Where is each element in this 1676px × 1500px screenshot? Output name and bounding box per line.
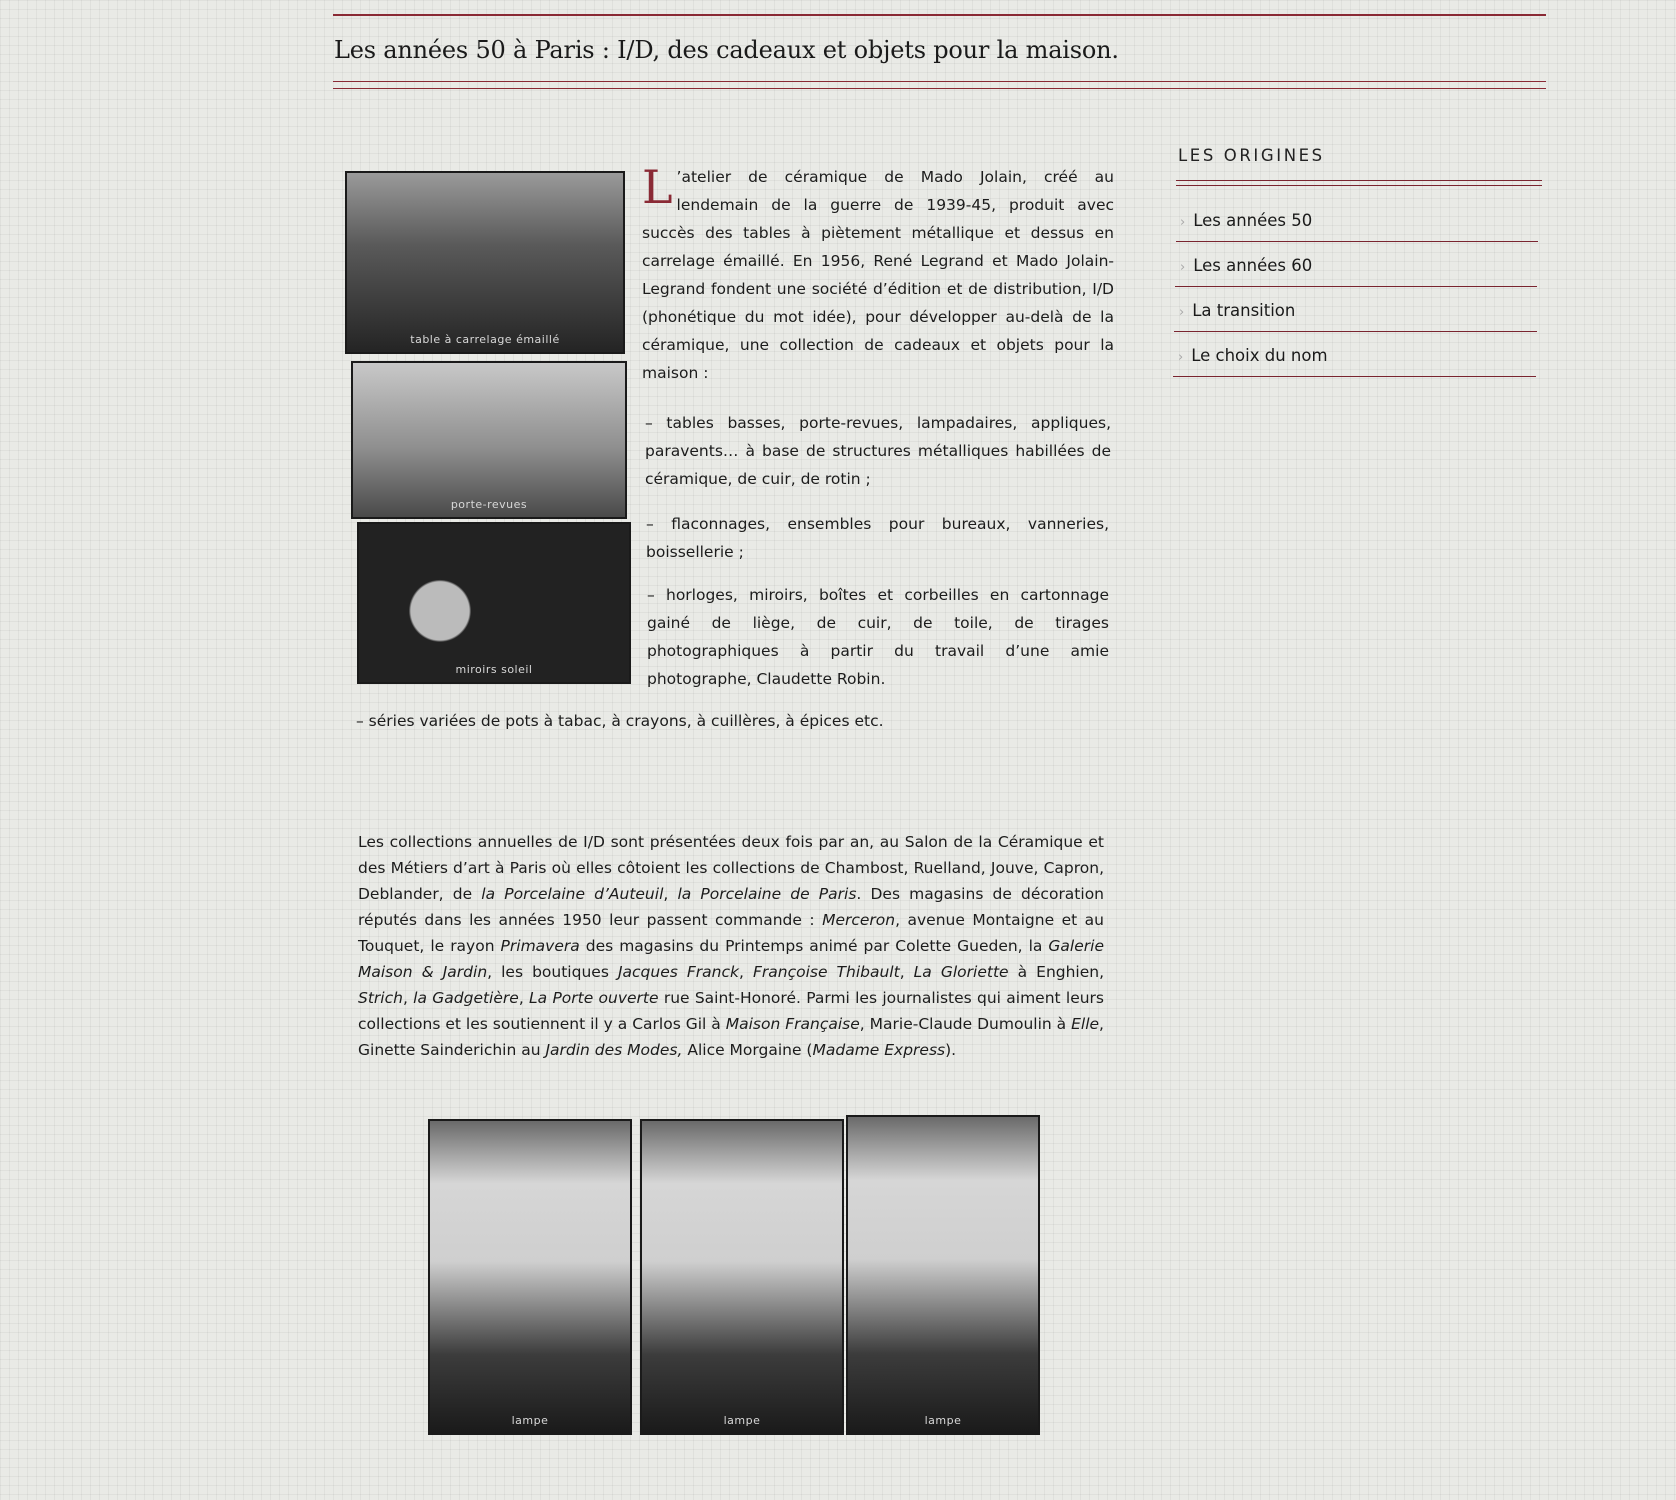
italic-reference: la Porcelaine de Paris — [677, 885, 857, 903]
sidebar-divider — [1176, 241, 1538, 242]
italic-reference: Jardin des Modes, — [545, 1041, 683, 1059]
photo-magazine-racks: porte-revues — [351, 361, 627, 519]
photo-lamp: lampe — [640, 1119, 844, 1435]
paragraph-text: Les collections annuelles de I/D sont présentées deux fois par an, au Salon de la Céramique et des Métiers d’art à Paris où elles côtoient les collections de Chambost, Ruelland, Jouve, Capron, Deblander, de — [358, 833, 1104, 903]
sidebar-title: LES ORIGINES — [1178, 146, 1325, 165]
paragraph-text: , — [738, 963, 753, 981]
list-item: – séries variées de pots à tabac, à crayons, à cuillères, à épices etc. — [356, 712, 884, 730]
italic-reference: Elle — [1071, 1015, 1100, 1033]
paragraph-text: , — [663, 885, 678, 903]
italic-reference: Françoise Thibault — [752, 963, 900, 981]
list-item: – flaconnages, ensembles pour bureaux, vanneries, boissellerie ; — [646, 515, 1109, 561]
italic-reference: la Porcelaine d’Auteuil — [481, 885, 664, 903]
sidebar-item-annees-60[interactable]: › Les années 60 — [1180, 256, 1313, 275]
paragraph-text: , — [899, 963, 914, 981]
italic-reference: Primavera — [500, 937, 580, 955]
chevron-right-icon: › — [1179, 305, 1185, 320]
article-intro: L ’atelier de céramique de Mado Jolain, créé au lendemain de la guerre de 1939-45, produit avec succès des tables à piètement métallique et dessus en carrelage émaillé. En 1956, René Legrand et Mado Jolain-Legrand fondent une société d’édition et de distribution, I/D (phonétique du mot idée), pour développer au-delà de la céramique, une collection de cadeaux et objets pour la maison : — [642, 160, 1114, 382]
italic-reference: Strich — [358, 989, 403, 1007]
paragraph-text: ). — [945, 1041, 957, 1059]
dropcap: L — [642, 160, 673, 214]
paragraph-text: Alice Morgaine ( — [682, 1041, 813, 1059]
photo-table: table à carrelage émaillé — [345, 171, 625, 354]
paragraph-text: à Enghien, — [1008, 963, 1105, 981]
sidebar-divider — [1175, 286, 1537, 287]
italic-reference: La Gloriette — [913, 963, 1009, 981]
title-rule — [333, 88, 1546, 89]
italic-reference: la Gadgetière — [413, 989, 519, 1007]
italic-reference: La Porte ouverte — [529, 989, 659, 1007]
italic-reference: Jacques Franck — [617, 963, 739, 981]
article-paragraph-2 — [358, 829, 1104, 1063]
sidebar-divider — [1174, 331, 1537, 332]
paragraph-text: des magasins du Printemps animé par Colette Gueden, la — [579, 937, 1049, 955]
paragraph-text: rue Saint-Honoré. Parmi les journalistes qui aiment leurs collections et les soutiennent il y a Carlos Gil à — [358, 989, 1104, 1033]
italic-reference: Galerie Maison & Jardin — [358, 937, 1104, 981]
paragraph-text: , avenue Montaigne et au Touquet, le rayon — [358, 911, 1104, 955]
list-item: – horloges, miroirs, boîtes et corbeilles en cartonnage gainé de liège, de cuir, de toile, de tirages photographiques à partir du travail d’une amie photographe, Claudette Robin. — [647, 586, 1109, 688]
photo-mirrors: miroirs soleil — [357, 522, 631, 684]
paragraph-text: , Marie-Claude Dumoulin à — [859, 1015, 1072, 1033]
paragraph-text: , — [518, 989, 530, 1007]
sidebar-rule — [1176, 180, 1542, 181]
sidebar-divider — [1173, 376, 1536, 377]
paragraph-text: , — [402, 989, 414, 1007]
chevron-right-icon: › — [1180, 260, 1186, 275]
italic-reference: Madame Express — [812, 1041, 946, 1059]
photo-lamp: lampe — [846, 1115, 1040, 1435]
title-rule — [333, 81, 1546, 82]
photo-lamp: lampe — [428, 1119, 632, 1435]
sidebar-item-transition[interactable]: › La transition — [1179, 301, 1296, 320]
paragraph-text: , les boutiques — [487, 963, 618, 981]
sidebar-item-choix-du-nom[interactable]: › Le choix du nom — [1178, 346, 1328, 365]
top-rule — [333, 14, 1546, 16]
sidebar-item-annees-50[interactable]: › Les années 50 — [1180, 211, 1313, 230]
page-title: Les années 50 à Paris : I/D, des cadeaux et objets pour la maison. — [334, 36, 1119, 64]
paragraph-text: , Ginette Sainderichin au — [358, 1015, 1104, 1059]
italic-reference: Maison Française — [725, 1015, 860, 1033]
chevron-right-icon: › — [1178, 350, 1184, 365]
italic-reference: Merceron — [822, 911, 896, 929]
paragraph-text: . Des magasins de décoration réputés dans les années 1950 leur passent commande : — [358, 885, 1105, 929]
sidebar-rule — [1176, 185, 1542, 186]
chevron-right-icon: › — [1180, 215, 1186, 230]
list-item: – tables basses, porte-revues, lampadaires, appliques, paravents… à base de structures métalliques habillées de céramique, de cuir, de rotin ; — [645, 414, 1111, 488]
